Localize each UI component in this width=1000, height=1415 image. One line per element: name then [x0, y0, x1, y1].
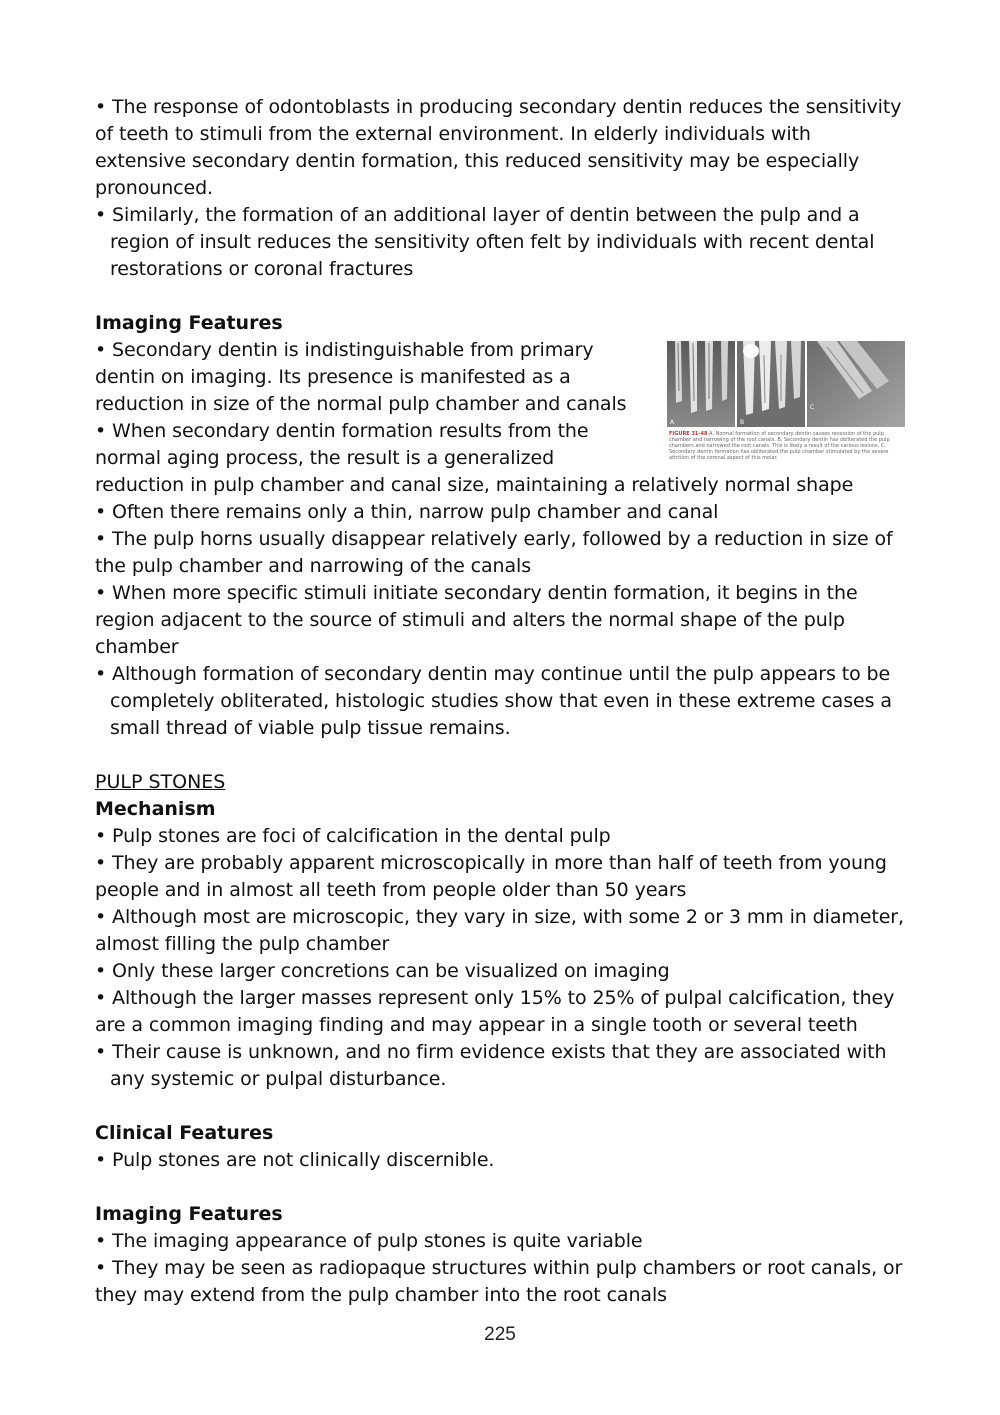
imaging-features-heading: Imaging Features	[95, 312, 283, 334]
mechanism-bullet-5: • Although the larger masses represent only 15% to 25% of pulpal calcification, they are a common imaging finding and may appear in a single tooth or several teeth	[95, 987, 895, 1036]
mechanism-heading: Mechanism	[95, 798, 216, 820]
imaging-bullet-5: • When more specific stimuli initiate secondary dentin formation, it begins in the region adjacent to the source of stimuli and alters the normal shape of the pulp chamber	[95, 582, 858, 658]
intro-bullet-1: • The response of odontoblasts in producing secondary dentin reduces the sensitivity of teeth to stimuli from the external environment. In elderly individuals with extensive secondary dentin formation, this reduced sensitivity may be especially pronounced.	[95, 96, 902, 199]
radiograph-image	[667, 341, 905, 427]
clinical-features-heading: Clinical Features	[95, 1122, 274, 1144]
pulp-stones-imaging-bullet-2: • They may be seen as radiopaque structures within pulp chambers or root canals, or they may extend from the pulp chamber into the root canals	[95, 1257, 903, 1306]
figure-caption-text: A, Normal formation of secondary dentin causes recession of the pulp chamber and narrowing of the root canals. B, Secondary dentin has obliterated the pulp chambers and narrowed the root canals. This is likely a result of the carious lesions. C, Secondary dentin formation has obliterated the pulp chamber stimulated by the severe attrition of the coronal aspect of this molar.	[669, 431, 890, 461]
imaging-bullet-6: • Although formation of secondary dentin may continue until the pulp appears to be completely obliterated, histologic studies show that even in these extreme cases a small thread of viable pulp tissue remains.	[95, 663, 892, 739]
imaging-bullet-3: • Often there remains only a thin, narrow pulp chamber and canal	[95, 501, 719, 523]
imaging-bullet-4: • The pulp horns usually disappear relatively early, followed by a reduction in size of the pulp chamber and narrowing of the canals	[95, 528, 893, 577]
radiograph-figure	[667, 341, 905, 461]
pulp-stones-imaging-bullet-1: • The imaging appearance of pulp stones is quite variable	[95, 1230, 643, 1252]
mechanism-bullet-4: • Only these larger concretions can be visualized on imaging	[95, 960, 670, 982]
mechanism-bullet-1: • Pulp stones are foci of calcification in the dental pulp	[95, 825, 611, 847]
imaging-bullet-1: • Secondary dentin is indistinguishable from primary dentin on imaging. Its presence is manifested as a reduction in size of the normal pulp chamber and canals	[95, 339, 627, 415]
page-number: 225	[484, 1324, 516, 1345]
page-content	[95, 94, 905, 1309]
pulp-stones-title: PULP STONES	[95, 771, 226, 793]
mechanism-bullet-6: • Their cause is unknown, and no firm evidence exists that they are associated with any systemic or pulpal disturbance.	[95, 1041, 887, 1090]
panel-label-b: B	[740, 419, 745, 426]
imaging-bullet-2: • When secondary dentin formation results from the normal aging process, the result is a generalized reduction in pulp chamber and canal size, maintaining a relatively normal shape	[95, 420, 854, 496]
clinical-bullet-1: • Pulp stones are not clinically discernible.	[95, 1149, 495, 1171]
figure-caption-label: FIGURE 31-48	[669, 431, 708, 437]
figure-caption	[669, 431, 901, 461]
panel-label-a: A	[670, 419, 675, 426]
panel-label-c: C	[810, 404, 815, 411]
pulp-stones-imaging-heading: Imaging Features	[95, 1203, 283, 1225]
intro-bullet-2: • Similarly, the formation of an additional layer of dentin between the pulp and a region of insult reduces the sensitivity often felt by individuals with recent dental restorations or coronal fractures	[95, 204, 875, 280]
mechanism-bullet-2: • They are probably apparent microscopically in more than half of teeth from young people and in almost all teeth from people older than 50 years	[95, 852, 887, 901]
mechanism-bullet-3: • Although most are microscopic, they vary in size, with some 2 or 3 mm in diameter, almost filling the pulp chamber	[95, 906, 904, 955]
